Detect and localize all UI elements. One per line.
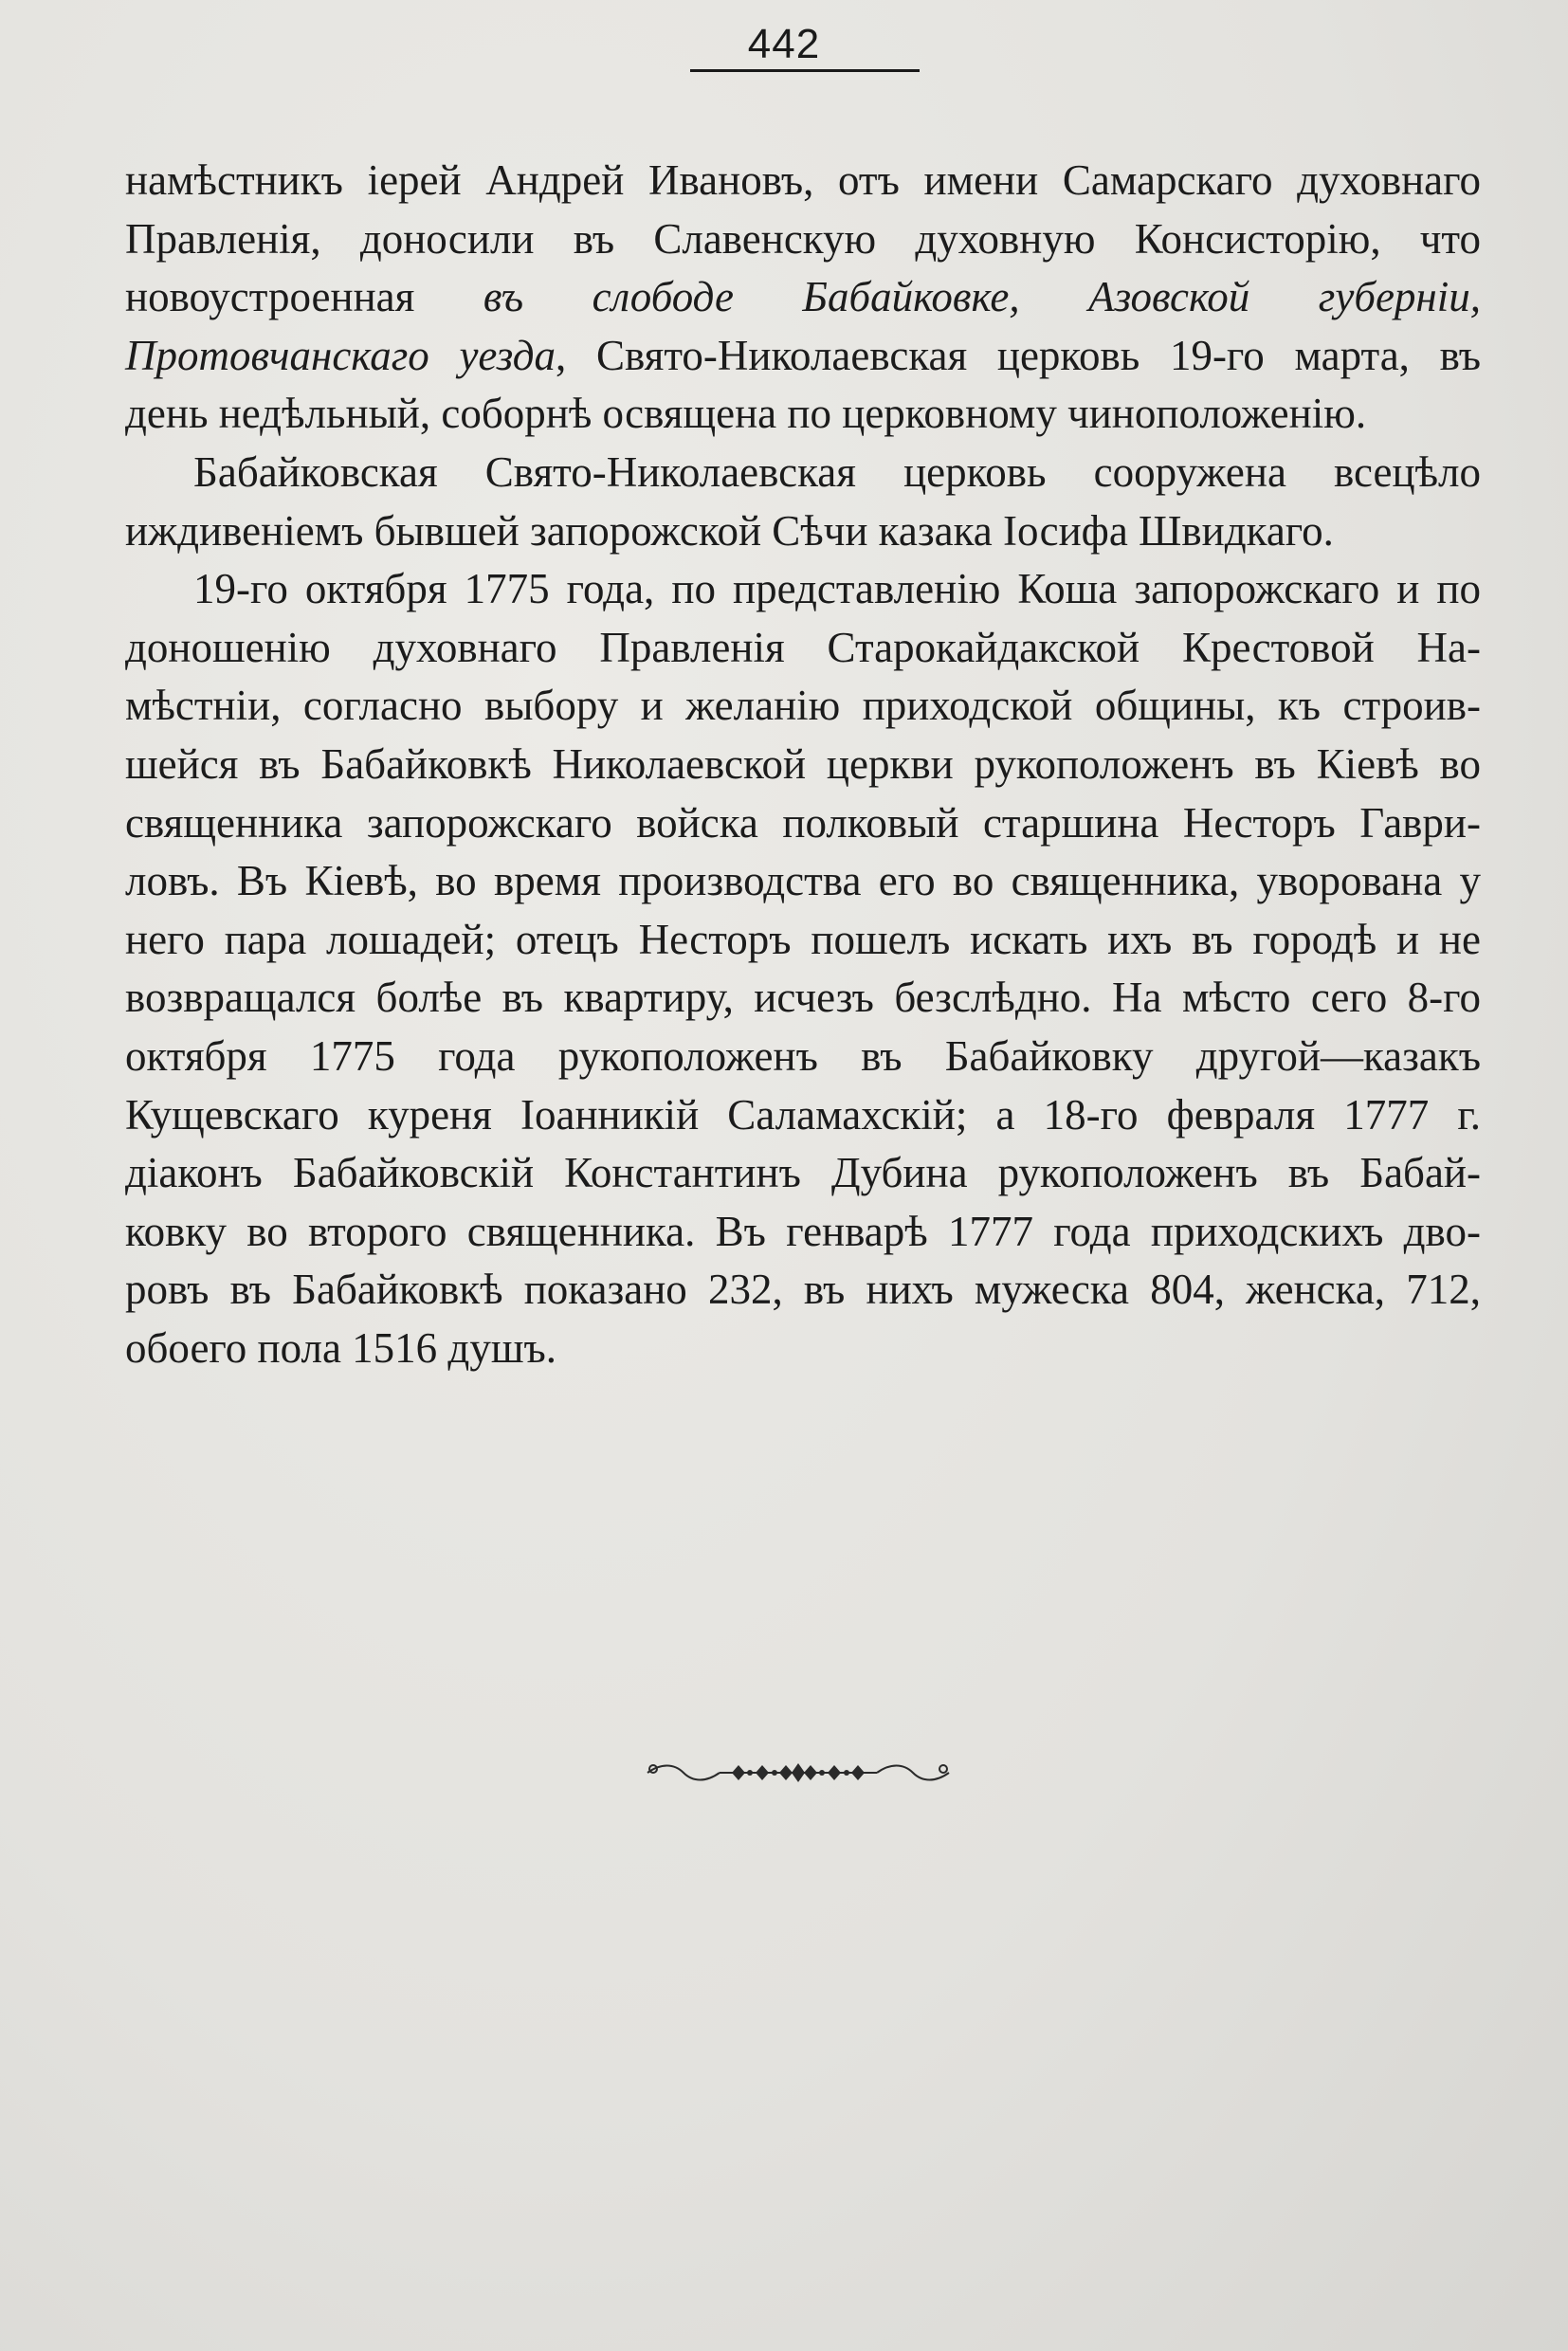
text-run: день недѣльный, соборнѣ освящена по церковному чиноположенію. — [125, 390, 1367, 438]
paragraph — [125, 152, 1481, 444]
paragraph — [125, 560, 1481, 1377]
text-line — [125, 152, 1481, 210]
text-line — [125, 619, 1481, 678]
text-run: возвращался болѣе въ квартиру, исчезъ безслѣдно. На мѣсто сего 8-го — [125, 974, 1481, 1022]
text-run: ловъ. Въ Кіевѣ, во время производства его во священника, уворована у — [125, 857, 1481, 905]
text-line — [125, 1261, 1481, 1320]
text-line — [125, 736, 1481, 794]
text-run: священника запорожскаго войска полковый старшина Несторъ Гаври- — [125, 798, 1481, 847]
text-line — [125, 327, 1481, 386]
text-run: иждивеніемъ бывшей запорожской Сѣчи казака Іосифа Швидкаго. — [125, 506, 1334, 555]
text-run: , Свято-Николаевская церковь 19-го марта, въ — [556, 331, 1482, 379]
text-run: ковку во второго священника. Въ генварѣ 1777 года приходскихъ дво- — [125, 1207, 1481, 1255]
text-line — [125, 852, 1481, 911]
text-line — [125, 911, 1481, 970]
text-run: него пара лошадей; отецъ Несторъ пошелъ искать ихъ въ городѣ и не — [125, 915, 1481, 963]
page-number: 442 — [747, 21, 821, 67]
text-line — [125, 1144, 1481, 1203]
text-run: обоего пола 1516 душъ. — [125, 1323, 556, 1372]
text-line — [125, 444, 1481, 502]
text-line — [125, 560, 1481, 619]
text-run: шейся въ Бабайковкѣ Николаевской церкви рукоположенъ въ Кіевѣ во — [125, 739, 1481, 788]
text-line — [125, 268, 1481, 327]
text-line — [125, 677, 1481, 736]
text-line — [125, 1028, 1481, 1086]
text-line — [125, 502, 1481, 561]
text-run: діаконъ Бабайковскій Константинъ Дубина рукоположенъ въ Бабай- — [125, 1149, 1481, 1197]
italic-text: Протовчанскаго уезда — [125, 331, 556, 379]
paragraph — [125, 444, 1481, 560]
tailpiece-ornament-icon — [642, 1756, 955, 1790]
text-run: доношенію духовнаго Правленія Старокайдакской Крестовой На- — [125, 623, 1481, 671]
text-run: мѣстніи, согласно выбору и желанію приходской общины, къ строив- — [125, 682, 1481, 730]
text-line — [125, 1320, 1481, 1378]
text-line — [125, 1086, 1481, 1145]
text-run: октября 1775 года рукоположенъ въ Бабайковку другой—казакъ — [125, 1031, 1481, 1080]
text-run: Правленія, доносили въ Славенскую духовную Консисторію, что — [125, 214, 1481, 263]
text-run: новоустроенная — [125, 273, 483, 321]
text-run: Бабайковская Свято-Николаевская церковь сооружена всецѣло — [193, 447, 1481, 496]
header-rule — [690, 69, 920, 72]
text-run: Кущевскаго куреня Іоанникій Саламахскій; а 18-го февраля 1777 г. — [125, 1090, 1481, 1139]
text-line — [125, 794, 1481, 853]
italic-text: въ слободе Бабайковке, Азовской губерніи, — [483, 273, 1482, 321]
text-line — [125, 1203, 1481, 1262]
text-line — [125, 969, 1481, 1028]
text-run: намѣстникъ іерей Андрей Ивановъ, отъ имени Самарскаго духовнаго — [125, 156, 1481, 204]
text-line — [125, 210, 1481, 269]
body-text — [125, 152, 1481, 1377]
text-line — [125, 385, 1481, 444]
text-run: 19-го октября 1775 года, по представленію Коша запорожскаго и по — [193, 565, 1481, 613]
text-run: ровъ въ Бабайковкѣ показано 232, въ нихъ мужеска 804, женска, 712, — [125, 1266, 1481, 1314]
